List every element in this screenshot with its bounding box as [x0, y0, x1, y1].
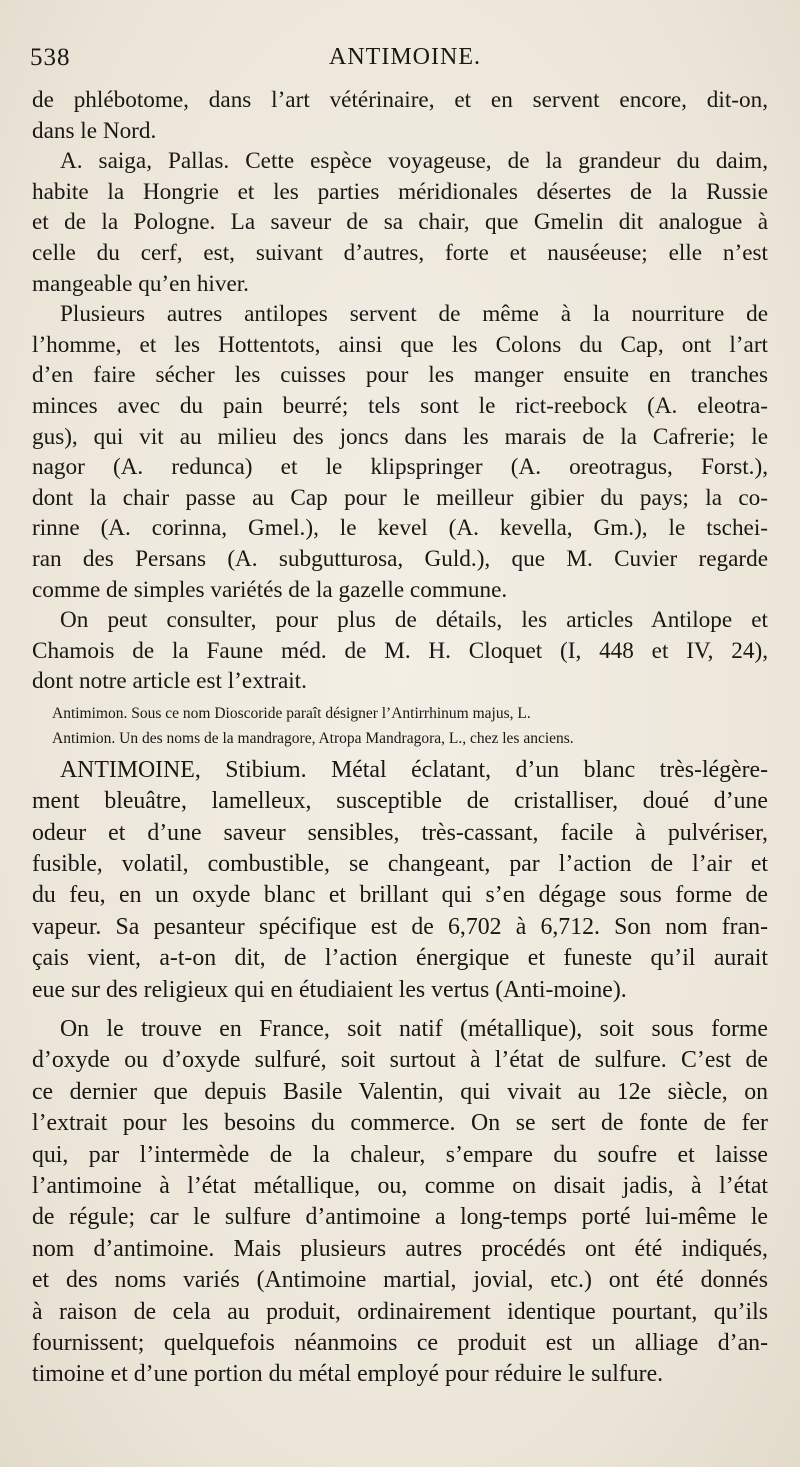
text-block	[32, 85, 768, 1391]
text-line: nagor (A. redunca) et le klipspringer (A. oreotragus, Forst.),	[32, 454, 768, 481]
text-line: gus), qui vit au milieu des joncs dans les marais de la Cafrerie; le	[32, 423, 768, 450]
text-line: l’antimoine à l’état métallique, ou, comme on disait jadis, à l’état	[32, 1172, 768, 1199]
running-head: ANTIMOINE.	[329, 44, 481, 70]
spacer	[32, 1006, 768, 1014]
text-line: comme de simples variétés de la gazelle commune.	[32, 576, 508, 603]
text-line: eue sur des religieux qui en étudiaient les vertus (Anti-moine).	[32, 976, 627, 1003]
text-line: rinne (A. corinna, Gmel.), le kevel (A. kevella, Gm.), le tschei-	[32, 515, 768, 542]
text-line: et de la Pologne. La saveur de sa chair, que Gmelin dit analogue à	[32, 209, 768, 236]
text-line: d’en faire sécher les cuisses pour les manger ensuite en tranches	[32, 362, 768, 389]
text-line: ran des Persans (A. subgutturosa, Guld.), que M. Cuvier regarde	[32, 545, 768, 572]
text-line: On peut consulter, pour plus de détails, les articles Antilope et	[60, 607, 768, 634]
text-line: l’extrait pour les besoins du commerce. On se sert de fonte de fer	[32, 1110, 768, 1137]
text-line: dont la chair passe au Cap pour le meilleur gibier du pays; la co-	[32, 484, 768, 511]
paragraph	[32, 85, 768, 146]
text-line: minces avec du pain beurré; tels sont le rict-reebock (A. eleotra-	[32, 392, 768, 419]
paragraph	[32, 299, 768, 605]
minor-entry: Antimion. Un des noms de la mandragore, Atropa Mandragora, L., chez les anciens.	[52, 729, 574, 747]
text-line: à raison de cela au produit, ordinairement identique pourtant, qu’ils	[32, 1298, 768, 1325]
minor-entries	[32, 701, 768, 751]
text-line: ce dernier que depuis Basile Valentin, qui vivait au 12e siècle, on	[32, 1078, 768, 1105]
text-line: A. saiga, Pallas. Cette espèce voyageuse, de la grandeur du daim,	[60, 148, 768, 175]
text-line: Plusieurs autres antilopes servent de même à la nourriture de	[60, 301, 768, 328]
text-line: timoine et d’une portion du métal employé pour réduire le sulfure.	[32, 1361, 664, 1388]
paragraph	[32, 605, 768, 697]
page-header	[30, 44, 780, 84]
text-line: çais vient, a-t-on dit, de l’action énergique et funeste qu’il aurait	[32, 945, 768, 972]
text-line: fournissent; quelquefois néanmoins ce produit est un alliage d’an-	[32, 1329, 768, 1356]
main-entry-paragraph	[32, 755, 768, 1006]
text-line: vapeur. Sa pesanteur spécifique est de 6,702 à 6,712. Son nom fran-	[32, 913, 768, 940]
text-line: On le trouve en France, soit natif (métallique), soit sous forme	[60, 1016, 768, 1042]
text-line: qui, par l’intermède de la chaleur, s’empare du soufre et laisse	[32, 1141, 768, 1168]
text-line: de phlébotome, dans l’art vétérinaire, et en servent encore, dit-on,	[32, 87, 768, 113]
minor-entry: Antimimon. Sous ce nom Dioscoride paraît désigner l’Antirrhinum majus, L.	[52, 704, 531, 722]
text-line: odeur et d’une saveur sensibles, très-cassant, facile à pulvériser,	[32, 819, 768, 846]
text-line: mangeable qu’en hiver.	[32, 270, 249, 297]
text-line: Chamois de la Faune méd. de M. H. Cloquet (I, 448 et IV, 24),	[32, 637, 768, 664]
text-line: et des noms variés (Antimoine martial, jovial, etc.) ont été donnés	[32, 1267, 768, 1294]
main-entry-paragraph	[32, 1014, 768, 1391]
text-line: fusible, volatil, combustible, se changeant, par l’action de l’air et	[32, 851, 768, 878]
text-line: de régule; car le sulfure d’antimoine a long-temps porté lui-même le	[32, 1204, 768, 1231]
text-line: nom d’antimoine. Mais plusieurs autres procédés ont été indiqués,	[32, 1235, 768, 1262]
text-line: dont notre article est l’extrait.	[32, 668, 307, 695]
text-line: ANTIMOINE, Stibium. Métal éclatant, d’un blanc très-légère-	[60, 756, 768, 783]
paragraph	[32, 146, 768, 299]
text-line: d’oxyde ou d’oxyde sulfuré, soit surtout à l’état de sulfure. C’est de	[32, 1047, 768, 1074]
text-line: du feu, en un oxyde blanc et brillant qui s’en dégage sous forme de	[32, 882, 768, 909]
text-line: dans le Nord.	[32, 117, 157, 144]
text-line: celle du cerf, est, suivant d’autres, forte et nauséeuse; elle n’est	[32, 239, 768, 266]
text-line: l’homme, et les Hottentots, ainsi que les Colons du Cap, ont l’art	[32, 331, 768, 358]
page-number: 538	[30, 44, 71, 71]
text-line: habite la Hongrie et les parties méridionales désertes de la Russie	[32, 178, 768, 205]
text-line: ment bleuâtre, lamelleux, susceptible de cristalliser, doué d’une	[32, 788, 768, 815]
